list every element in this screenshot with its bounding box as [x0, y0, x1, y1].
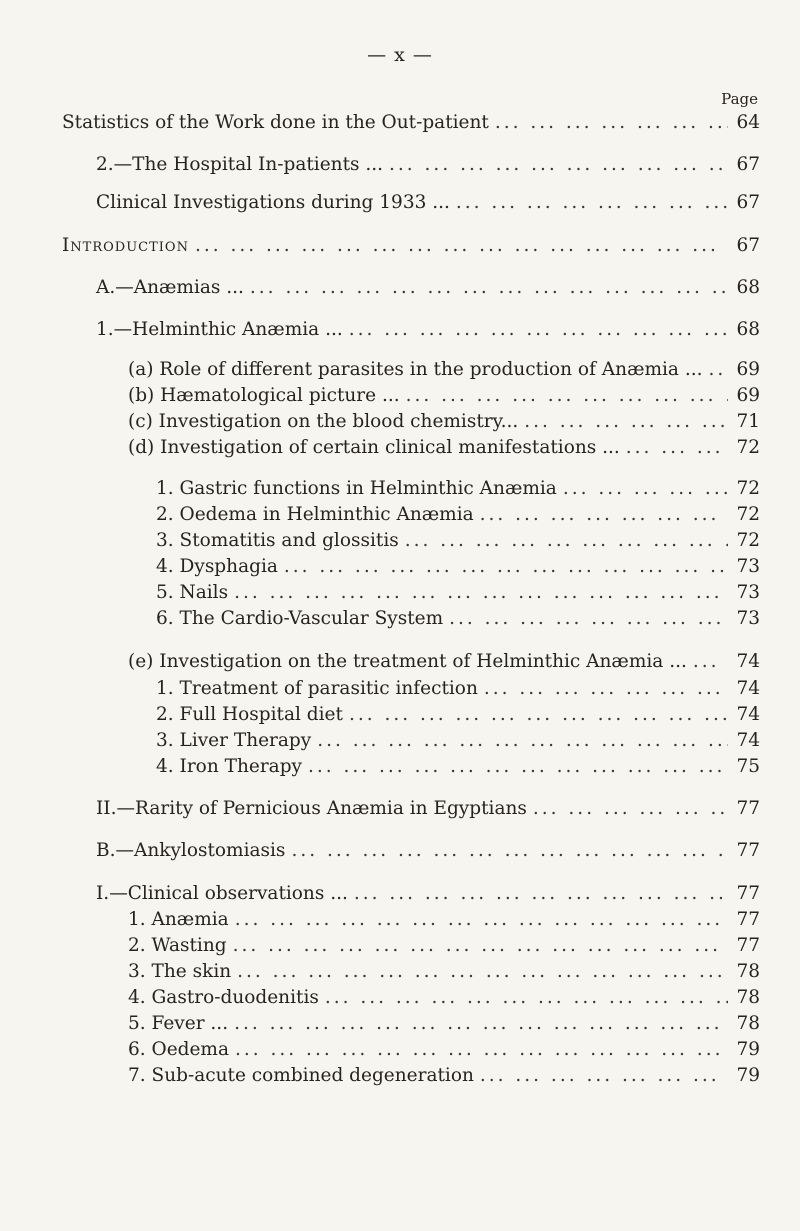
dot-leader: [234, 1013, 728, 1034]
toc-entry-page: 73: [736, 556, 760, 577]
dot-leader: [533, 798, 728, 819]
dot-leader: [389, 154, 728, 175]
toc-entry: [156, 478, 760, 504]
toc-entry: [96, 840, 760, 866]
dot-leader: [317, 730, 728, 751]
toc-entry-page: 67: [736, 154, 760, 175]
toc-entry-title: II.—Rarity of Pernicious Anæmia in Egyptians: [96, 798, 527, 819]
dot-leader: [284, 556, 728, 577]
toc-entry: [156, 730, 760, 756]
toc-entry-page: 69: [736, 385, 760, 406]
dot-leader: [235, 1039, 728, 1060]
toc-entry: [96, 883, 760, 909]
toc-entry-title: (d) Investigation of certain clinical manifestations ...: [128, 437, 620, 458]
toc-entry-title: 4. Iron Therapy: [156, 756, 302, 777]
dot-leader: [484, 678, 728, 699]
toc-entry: [96, 154, 760, 180]
toc-entry-title: 1. Gastric functions in Helminthic Anæmia: [156, 478, 557, 499]
dot-leader: [405, 530, 728, 551]
dot-leader: [291, 840, 728, 861]
toc-entry-page: 72: [736, 504, 760, 525]
dot-leader: [195, 235, 728, 256]
toc-entry-page: 71: [736, 411, 760, 432]
toc-entry-title: A.—Anæmias ...: [96, 277, 244, 298]
toc-entry-page: 78: [736, 1013, 760, 1034]
toc-entry: [96, 192, 760, 218]
toc-entry: [128, 359, 760, 385]
dot-leader: [563, 478, 728, 499]
toc-entry: [96, 319, 760, 345]
toc-entry: [156, 608, 760, 634]
dot-leader: [235, 909, 728, 930]
dot-leader: [354, 883, 728, 904]
toc-entry-page: 68: [736, 277, 760, 298]
dot-leader: [449, 608, 728, 629]
page-column-header: Page: [721, 90, 758, 108]
toc-entry-title: 4. Gastro-duodenitis: [128, 987, 319, 1008]
toc-entry-page: 77: [736, 798, 760, 819]
toc-entry-page: 73: [736, 608, 760, 629]
toc-entry-page: 73: [736, 582, 760, 603]
toc-entry: [156, 704, 760, 730]
dot-leader: [349, 319, 728, 340]
toc-entry: [128, 1013, 760, 1039]
toc-entry-title: Statistics of the Work done in the Out-patient: [62, 112, 489, 133]
toc-entry-page: 72: [736, 478, 760, 499]
dot-leader: [406, 385, 728, 406]
dot-leader: [480, 1065, 728, 1086]
toc-entry: [62, 112, 760, 138]
dot-leader: [233, 935, 728, 956]
toc-entry-page: 78: [736, 987, 760, 1008]
toc-entry: [128, 1039, 760, 1065]
dot-leader: [495, 112, 728, 133]
toc-entry-title: 3. The skin: [128, 961, 232, 982]
toc-entry: [156, 582, 760, 608]
toc-entry-page: 77: [736, 935, 760, 956]
toc-entry-title: (b) Hæmatological picture ...: [128, 385, 400, 406]
toc-entry-title: 3. Stomatitis and glossitis: [156, 530, 399, 551]
dot-leader: [626, 437, 728, 458]
toc-entry-title: 6. The Cardio-Vascular System: [156, 608, 444, 629]
toc-entry-title: 2. Full Hospital diet: [156, 704, 343, 725]
toc-entry-title: 7. Sub-acute combined degeneration: [128, 1065, 474, 1086]
toc-entry: [128, 1065, 760, 1091]
toc-entry-page: 74: [736, 678, 760, 699]
toc-entry-title: (c) Investigation on the blood chemistry...: [128, 411, 519, 432]
toc-entry: [128, 651, 760, 677]
dot-leader: [250, 277, 728, 298]
toc-entry-page: 79: [736, 1039, 760, 1060]
toc-entry: [156, 678, 760, 704]
toc-entry: [128, 935, 760, 961]
toc-entry-page: 69: [736, 359, 760, 380]
toc-entry: [156, 756, 760, 782]
toc-entry-title: Introduction: [62, 235, 189, 256]
dot-leader: [237, 961, 728, 982]
dot-leader: [708, 359, 728, 380]
toc-entry-page: 77: [736, 883, 760, 904]
page-number: — x —: [367, 44, 433, 66]
toc-entry: [156, 530, 760, 556]
dot-leader: [349, 704, 728, 725]
toc-entry: [128, 961, 760, 987]
dot-leader: [480, 504, 728, 525]
toc-entry: [128, 437, 760, 463]
toc-entry-page: 67: [736, 192, 760, 213]
toc-entry-title: 1.—Helminthic Anæmia ...: [96, 319, 343, 340]
toc-entry-title: (a) Role of different parasites in the production of Anæmia ...: [128, 359, 703, 380]
toc-entry-page: 64: [736, 112, 760, 133]
toc-entry-title: 3. Liver Therapy: [156, 730, 312, 751]
toc-entry-title: 1. Anæmia: [128, 909, 229, 930]
toc-entry-title: 5. Fever ...: [128, 1013, 229, 1034]
toc-entry: [96, 798, 760, 824]
toc-entry-page: 74: [736, 651, 760, 672]
toc-entry-page: 77: [736, 909, 760, 930]
toc-entry-page: 75: [736, 756, 760, 777]
dot-leader: [456, 192, 728, 213]
toc-entry-page: 79: [736, 1065, 760, 1086]
dot-leader: [325, 987, 728, 1008]
toc-entry-title: 2. Oedema in Helminthic Anæmia: [156, 504, 474, 525]
toc-entry-page: 68: [736, 319, 760, 340]
toc-entry: [128, 411, 760, 437]
toc-entry: [128, 385, 760, 411]
toc-entry: [156, 504, 760, 530]
toc-entry-page: 72: [736, 530, 760, 551]
toc-entry-title: (e) Investigation on the treatment of Helminthic Anæmia ...: [128, 651, 687, 672]
toc-entry-page: 78: [736, 961, 760, 982]
toc-entry: [156, 556, 760, 582]
toc-entry-page: 74: [736, 730, 760, 751]
toc-entry-title: B.—Ankylostomiasis: [96, 840, 286, 861]
toc-entry-page: 67: [736, 235, 760, 256]
toc-entry-title: 5. Nails: [156, 582, 229, 603]
toc-entry: [96, 277, 760, 303]
toc-entry-title: 2. Wasting: [128, 935, 227, 956]
dot-leader: [524, 411, 728, 432]
toc-entry: [62, 235, 760, 261]
toc-entry-title: 1. Treatment of parasitic infection: [156, 678, 478, 699]
toc-entry-title: Clinical Investigations during 1933 ...: [96, 192, 450, 213]
dot-leader: [693, 651, 728, 672]
toc-entry-title: I.—Clinical observations ...: [96, 883, 348, 904]
dot-leader: [234, 582, 728, 603]
toc-entry: [128, 987, 760, 1013]
toc-entry-page: 74: [736, 704, 760, 725]
toc-entry-page: 72: [736, 437, 760, 458]
toc-entry-title: 4. Dysphagia: [156, 556, 278, 577]
toc-entry-page: 77: [736, 840, 760, 861]
toc-entry: [128, 909, 760, 935]
dot-leader: [308, 756, 728, 777]
toc-entry-title: 2.—The Hospital In-patients ...: [96, 154, 384, 175]
toc-entry-title: 6. Oedema: [128, 1039, 230, 1060]
